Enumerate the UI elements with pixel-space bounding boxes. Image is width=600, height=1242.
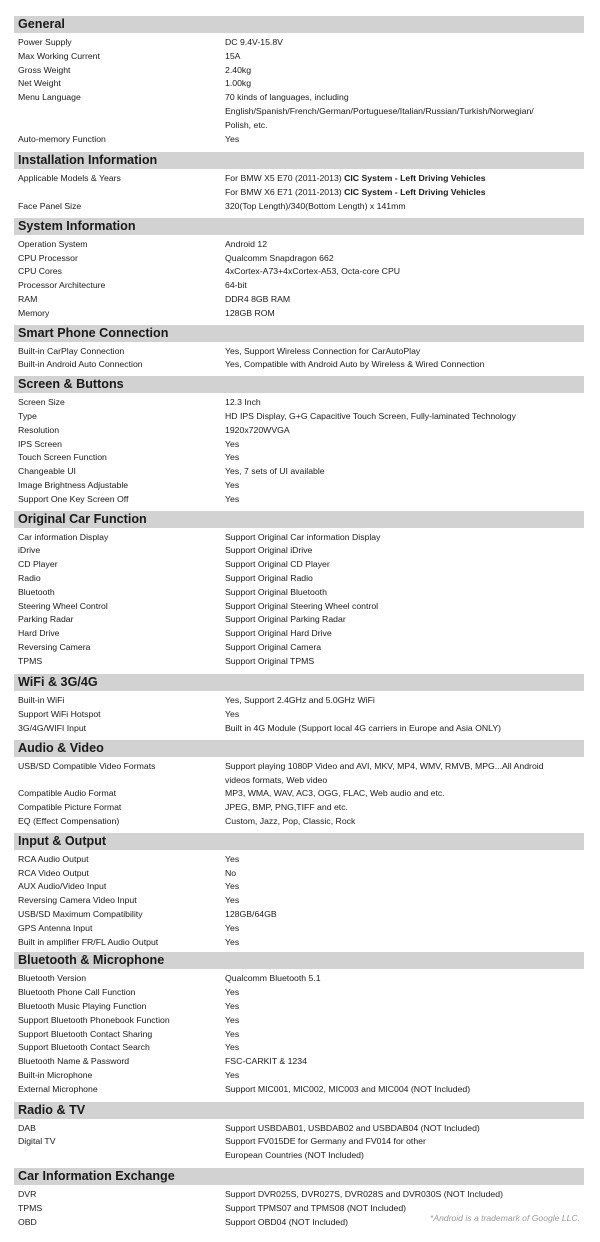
spec-value-line: No: [225, 867, 237, 878]
section-header: Input & Output: [14, 833, 584, 850]
spec-value: [225, 908, 584, 922]
spec-label: Built in amplifier FR/FL Audio Output: [18, 936, 159, 947]
spec-row: [14, 613, 584, 627]
spec-row: [14, 787, 584, 801]
spec-label: Bluetooth Version: [18, 973, 87, 984]
spec-value-line: 12.3 Inch: [225, 397, 261, 408]
spec-value-line: Support Original Hard Drive: [225, 628, 332, 639]
spec-label: Type: [18, 410, 37, 421]
spec-label: GPS Antenna Input: [18, 922, 93, 933]
spec-row: [14, 396, 584, 410]
spec-label: Changeable UI: [18, 466, 76, 477]
spec-row: [14, 1188, 584, 1202]
spec-label: Digital TV: [18, 1136, 56, 1147]
spec-value: [225, 451, 584, 465]
spec-value: [225, 572, 584, 586]
spec-label: RAM: [18, 293, 38, 304]
spec-row: [14, 986, 584, 1000]
spec-value-line: Support FV015DE for Germany and FV014 for other: [225, 1136, 426, 1147]
spec-value: [225, 345, 584, 359]
section-header: Installation Information: [14, 152, 584, 169]
spec-value: [225, 252, 584, 266]
spec-row: [14, 451, 584, 465]
spec-label: Built-in CarPlay Connection: [18, 345, 125, 356]
spec-value-line: Custom, Jazz, Pop, Classic, Rock: [225, 816, 356, 827]
spec-value: [225, 50, 584, 64]
section-header: Radio & TV: [14, 1102, 584, 1119]
spec-value-line: Qualcomm Snapdragon 662: [225, 252, 334, 263]
spec-row: [14, 1014, 584, 1028]
spec-label: Support Bluetooth Phonebook Function: [18, 1014, 170, 1025]
spec-label: Reversing Camera: [18, 641, 91, 652]
spec-row: [14, 172, 584, 200]
spec-label: Car information Display: [18, 531, 109, 542]
spec-value: [225, 493, 584, 507]
spec-value: [225, 853, 584, 867]
spec-label: Support One Key Screen Off: [18, 493, 129, 504]
spec-value-line: Android 12: [225, 238, 268, 249]
spec-row: [14, 586, 584, 600]
spec-row: [14, 345, 584, 359]
spec-value-line: Yes: [225, 709, 240, 720]
spec-row: [14, 1083, 584, 1097]
spec-value: [225, 586, 584, 600]
spec-value: [225, 760, 584, 788]
spec-value-line: Support playing 1080P Video and AVI, MKV, MP4, WMV, RMVB, MPG...All Android: [225, 760, 544, 771]
spec-value: [225, 655, 584, 669]
spec-label: Built-in Microphone: [18, 1070, 93, 1081]
spec-value-line: Yes: [225, 1001, 240, 1012]
spec-row: [14, 64, 584, 78]
spec-value: [225, 708, 584, 722]
spec-value: [225, 1188, 584, 1202]
spec-value-line: Qualcomm Bluetooth 5.1: [225, 973, 321, 984]
spec-label: External Microphone: [18, 1083, 98, 1094]
spec-row: [14, 238, 584, 252]
spec-value-line: JPEG, BMP, PNG,TIFF and etc.: [225, 802, 348, 813]
spec-value-line: Yes: [225, 1042, 240, 1053]
spec-row: [14, 1028, 584, 1042]
spec-label: Screen Size: [18, 397, 65, 408]
spec-row: [14, 358, 584, 372]
spec-value-line: Yes: [225, 853, 240, 864]
spec-value-line: Yes, Compatible with Android Auto by Wireless & Wired Connection: [225, 359, 485, 370]
spec-row: [14, 867, 584, 881]
spec-label: Hard Drive: [18, 628, 60, 639]
spec-value: [225, 694, 584, 708]
spec-label: DVR: [18, 1189, 37, 1199]
spec-value-line: Support Original iDrive: [225, 545, 313, 556]
spec-label: CPU Processor: [18, 252, 78, 263]
spec-row: [14, 708, 584, 722]
spec-label: Image Brightness Adjustable: [18, 479, 129, 490]
spec-label: Support WiFi Hotspot: [18, 709, 101, 720]
spec-row: [14, 1069, 584, 1083]
spec-value: [225, 424, 584, 438]
spec-value-line: 320(Top Length)/340(Bottom Length) x 141mm: [225, 200, 406, 211]
spec-value-line: Support Original Bluetooth: [225, 586, 327, 597]
spec-row: [14, 1135, 584, 1163]
spec-value: [225, 880, 584, 894]
spec-value: [225, 641, 584, 655]
spec-value-line: 15A: [225, 50, 241, 61]
spec-row: [14, 265, 584, 279]
spec-value: [225, 91, 584, 132]
spec-value: [225, 1083, 584, 1097]
spec-value-line: Support DVR025S, DVR027S, DVR028S and DVR030S (NOT Included): [225, 1189, 503, 1199]
spec-value-line: Support Original Camera: [225, 641, 322, 652]
spec-row: [14, 91, 584, 132]
spec-value-line: Yes: [225, 479, 240, 490]
spec-label: Gross Weight: [18, 64, 71, 75]
spec-value-line: Support Original Steering Wheel control: [225, 600, 379, 611]
spec-row: [14, 572, 584, 586]
spec-value-line: Polish, etc.: [225, 119, 268, 130]
spec-value: [225, 265, 584, 279]
spec-value: [225, 1122, 584, 1136]
spec-row: [14, 77, 584, 91]
spec-value: [225, 172, 584, 200]
spec-label: Auto-memory Function: [18, 133, 106, 144]
spec-label: TPMS: [18, 655, 43, 666]
spec-value-line: Yes: [225, 493, 240, 504]
spec-value: [225, 558, 584, 572]
spec-row: [14, 908, 584, 922]
spec-value: [225, 1069, 584, 1083]
spec-value: [225, 613, 584, 627]
spec-label: Support Bluetooth Contact Sharing: [18, 1028, 153, 1039]
spec-row: [14, 558, 584, 572]
spec-value-line: For BMW X5 E70 (2011-2013) CIC System - Left Driving Vehicles: [225, 173, 486, 184]
spec-row: [14, 801, 584, 815]
spec-label: Support Bluetooth Contact Search: [18, 1042, 150, 1053]
spec-label: CPU Cores: [18, 266, 62, 277]
spec-value: [225, 894, 584, 908]
spec-row: [14, 655, 584, 669]
spec-row: [14, 36, 584, 50]
spec-label: Touch Screen Function: [18, 452, 107, 463]
section-header: Smart Phone Connection: [14, 325, 584, 342]
spec-value: [225, 986, 584, 1000]
spec-value: [225, 627, 584, 641]
spec-value: [225, 1135, 584, 1163]
spec-value-line: 4xCortex-A73+4xCortex-A53, Octa-core CPU: [225, 266, 401, 277]
spec-value: [225, 36, 584, 50]
spec-row: [14, 307, 584, 321]
spec-row: [14, 293, 584, 307]
spec-row: [14, 880, 584, 894]
spec-value-line: Yes, Support Wireless Connection for CarAutoPlay: [225, 345, 421, 356]
spec-label: RCA Video Output: [18, 867, 89, 878]
section-header: Screen & Buttons: [14, 376, 584, 393]
spec-value-line: Yes: [225, 452, 240, 463]
spec-label: Operation System: [18, 238, 88, 249]
spec-value: [225, 479, 584, 493]
spec-row: [14, 1041, 584, 1055]
section-header: WiFi & 3G/4G: [14, 674, 584, 691]
spec-value: [225, 396, 584, 410]
spec-value: [225, 1041, 584, 1055]
spec-label: Max Working Current: [18, 50, 100, 61]
spec-label: Compatible Picture Format: [18, 802, 122, 813]
spec-label: Memory: [18, 307, 50, 318]
spec-label: Face Panel Size: [18, 200, 82, 211]
section-header: General: [14, 16, 584, 33]
spec-label: Power Supply: [18, 37, 72, 47]
spec-value-line: Support Original TPMS: [225, 655, 315, 666]
spec-row: [14, 424, 584, 438]
spec-value-line: Support OBD04 (NOT Included): [225, 1216, 348, 1227]
spec-value-line: European Countries (NOT Included): [225, 1150, 364, 1161]
spec-row: [14, 493, 584, 507]
spec-row: [14, 853, 584, 867]
spec-row: [14, 1055, 584, 1069]
spec-value: [225, 238, 584, 252]
spec-row: [14, 760, 584, 788]
spec-row: [14, 438, 584, 452]
spec-label: IPS Screen: [18, 438, 62, 449]
spec-label: Steering Wheel Control: [18, 600, 108, 611]
spec-value-line: Support Original Radio: [225, 572, 313, 583]
spec-value: [225, 787, 584, 801]
spec-value-line: Yes: [225, 895, 240, 906]
spec-row: [14, 641, 584, 655]
spec-row: [14, 465, 584, 479]
spec-value-line: Support TPMS07 and TPMS08 (NOT Included): [225, 1202, 407, 1213]
spec-value-line: Support Original Parking Radar: [225, 614, 346, 625]
spec-value-line: 70 kinds of languages, including: [225, 92, 349, 103]
spec-label: EQ (Effect Compensation): [18, 816, 120, 827]
spec-label: Processor Architecture: [18, 280, 106, 291]
spec-value: [225, 722, 584, 736]
spec-value: [225, 307, 584, 321]
spec-value-line: Support USBDAB01, USBDAB02 and USBDAB04 (NOT Included): [225, 1122, 480, 1133]
spec-label: Parking Radar: [18, 614, 74, 625]
spec-row: [14, 600, 584, 614]
spec-label: Radio: [18, 572, 41, 583]
spec-label: 3G/4G/WIFI Input: [18, 723, 87, 734]
spec-value-line: 2.40kg: [225, 64, 252, 75]
spec-value-line: For BMW X6 E71 (2011-2013) CIC System - Left Driving Vehicles: [225, 187, 486, 198]
spec-value-line: DC 9.4V-15.8V: [225, 37, 283, 47]
spec-value-line: Built in 4G Module (Support local 4G carriers in Europe and Asia ONLY): [225, 723, 502, 734]
section-header: Original Car Function: [14, 511, 584, 528]
spec-value-line: MP3, WMA, WAV, AC3, OGG, FLAC, Web audio and etc.: [225, 788, 445, 799]
spec-value: [225, 936, 584, 950]
spec-value-line: Yes: [225, 936, 240, 947]
spec-value-line: Yes, Support 2.4GHz and 5.0GHz WiFi: [225, 695, 375, 706]
spec-value: [225, 279, 584, 293]
emphasis: CIC System - Left Driving Vehicles: [344, 173, 486, 184]
spec-value: [225, 801, 584, 815]
spec-value: [225, 438, 584, 452]
spec-value: [225, 1000, 584, 1014]
spec-label: USB/SD Maximum Compatibility: [18, 909, 143, 920]
spec-row: [14, 936, 584, 950]
spec-value: [225, 77, 584, 91]
spec-label: RCA Audio Output: [18, 853, 89, 864]
spec-label: Compatible Audio Format: [18, 788, 117, 799]
spec-label: OBD: [18, 1216, 37, 1227]
spec-label: Menu Language: [18, 92, 81, 103]
spec-label: Net Weight: [18, 78, 61, 89]
spec-value-line: English/Spanish/French/German/Portuguese/Italian/Russian/Turkish/Norwegian/: [225, 105, 534, 116]
spec-value: [225, 531, 584, 545]
spec-row: [14, 200, 584, 214]
spec-value: [225, 1055, 584, 1069]
spec-value-line: Yes: [225, 881, 240, 892]
spec-value-line: 128GB/64GB: [225, 909, 277, 920]
spec-value-line: Yes: [225, 1014, 240, 1025]
spec-row: [14, 1122, 584, 1136]
spec-value: [225, 133, 584, 147]
spec-value-line: Yes, 7 sets of UI available: [225, 466, 325, 477]
section-header: System Information: [14, 218, 584, 235]
spec-label: USB/SD Compatible Video Formats: [18, 760, 156, 771]
spec-row: [14, 479, 584, 493]
spec-value-line: 1.00kg: [225, 78, 252, 89]
footnote: *Android is a trademark of Google LLC.: [430, 1213, 580, 1223]
spec-row: [14, 531, 584, 545]
spec-label: Built-in Android Auto Connection: [18, 359, 143, 370]
spec-row: [14, 50, 584, 64]
spec-label: Applicable Models & Years: [18, 173, 121, 184]
spec-label: iDrive: [18, 545, 41, 556]
spec-value-line: 1920x720WVGA: [225, 424, 290, 435]
spec-value-line: FSC-CARKIT & 1234: [225, 1056, 307, 1067]
spec-value-line: Yes: [225, 133, 240, 144]
spec-value-line: Yes: [225, 1070, 240, 1081]
spec-value: [225, 293, 584, 307]
spec-row: [14, 133, 584, 147]
spec-value: [225, 815, 584, 829]
spec-value: [225, 64, 584, 78]
spec-label: Built-in WiFi: [18, 695, 65, 706]
spec-label: Bluetooth Name & Password: [18, 1056, 130, 1067]
section-header: Car Information Exchange: [14, 1168, 584, 1185]
spec-row: [14, 722, 584, 736]
spec-row: [14, 894, 584, 908]
spec-value-line: DDR4 8GB RAM: [225, 293, 291, 304]
spec-row: [14, 410, 584, 424]
spec-value-line: Yes: [225, 922, 240, 933]
spec-value-line: Support MIC001, MIC002, MIC003 and MIC004 (NOT Included): [225, 1083, 471, 1094]
spec-label: Resolution: [18, 424, 60, 435]
spec-value-line: 64-bit: [225, 280, 247, 291]
spec-row: [14, 544, 584, 558]
spec-value: [225, 358, 584, 372]
spec-value: [225, 410, 584, 424]
spec-value: [225, 465, 584, 479]
spec-label: DAB: [18, 1122, 36, 1133]
spec-label: TPMS: [18, 1202, 43, 1213]
spec-row: [14, 694, 584, 708]
spec-label: Bluetooth Music Playing Function: [18, 1001, 147, 1012]
spec-value-line: 128GB ROM: [225, 307, 275, 318]
emphasis: CIC System - Left Driving Vehicles: [344, 187, 486, 198]
spec-row: [14, 1000, 584, 1014]
spec-value: [225, 1028, 584, 1042]
spec-value-line: videos formats, Web video: [225, 774, 328, 785]
spec-value: [225, 544, 584, 558]
spec-value: [225, 922, 584, 936]
spec-row: [14, 972, 584, 986]
spec-row: [14, 279, 584, 293]
spec-value-line: Yes: [225, 987, 240, 998]
spec-value: [225, 600, 584, 614]
spec-label: Bluetooth Phone Call Function: [18, 987, 136, 998]
spec-label: CD Player: [18, 559, 58, 570]
spec-row: [14, 252, 584, 266]
spec-label: Reversing Camera Video Input: [18, 895, 137, 906]
spec-value-line: Yes: [225, 438, 240, 449]
spec-value-line: Support Original CD Player: [225, 559, 330, 570]
section-header: Bluetooth & Microphone: [14, 952, 584, 969]
spec-row: [14, 815, 584, 829]
spec-label: AUX Audio/Video Input: [18, 881, 107, 892]
spec-value: [225, 200, 584, 214]
spec-row: [14, 627, 584, 641]
spec-row: [14, 922, 584, 936]
spec-label: Bluetooth: [18, 586, 55, 597]
spec-value-line: Yes: [225, 1028, 240, 1039]
spec-value-line: Support Original Car information Display: [225, 531, 381, 542]
spec-sheet: [14, 16, 584, 1229]
spec-value: [225, 867, 584, 881]
section-header: Audio & Video: [14, 740, 584, 757]
spec-value: [225, 1014, 584, 1028]
spec-value-line: HD IPS Display, G+G Capacitive Touch Screen, Fully-laminated Technology: [225, 410, 516, 421]
spec-value: [225, 972, 584, 986]
